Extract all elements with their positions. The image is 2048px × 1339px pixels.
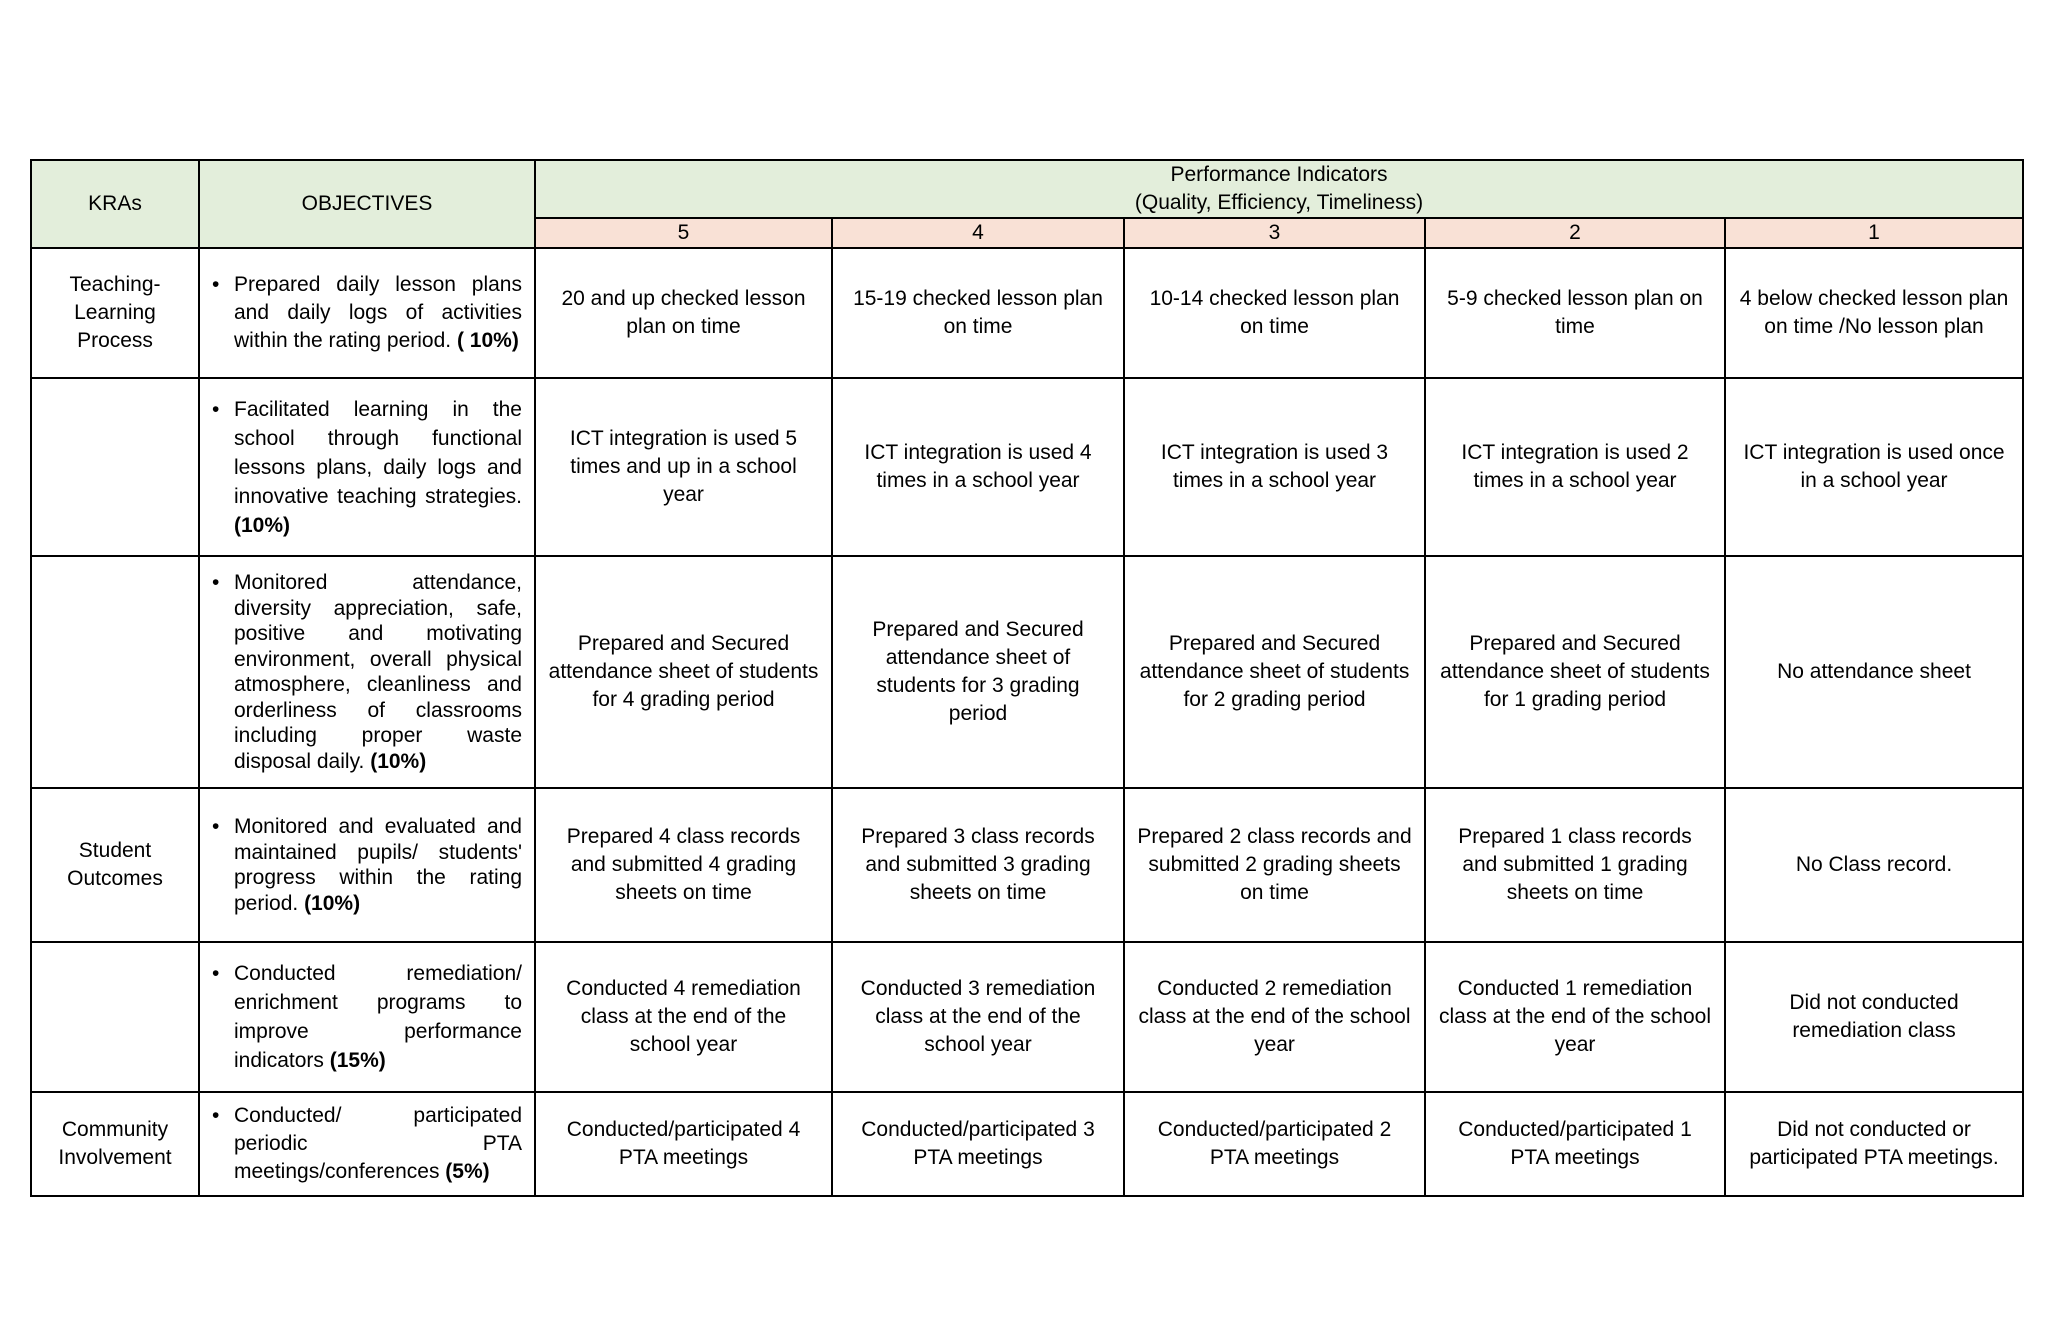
indicators-subtitle: (Quality, Efficiency, Timeliness) <box>1134 191 1424 214</box>
indicator-cell-1: Did not conducted remediation class <box>1725 942 2023 1092</box>
objective-cell <box>199 1092 535 1196</box>
indicator-cell-5: Conducted/participated 4 PTA meetings <box>535 1092 832 1196</box>
objective-weight: (10%) <box>234 513 291 537</box>
indicator-cell-5: Prepared 4 class records and submitted 4 grading sheets on time <box>535 788 832 942</box>
indicator-cell-2: ICT integration is used 2 times in a school year <box>1425 378 1725 556</box>
objective-weight: (15%) <box>329 1049 386 1072</box>
indicator-cell-3: ICT integration is used 3 times in a school year <box>1124 378 1425 556</box>
kra-cell: Teaching-Learning Process <box>31 248 199 378</box>
indicator-cell-5: Prepared and Secured attendance sheet of students for 4 grading period <box>535 556 832 788</box>
indicator-cell-4: Conducted 3 remediation class at the end of the school year <box>832 942 1124 1092</box>
indicator-cell-3: Prepared 2 class records and submitted 2 grading sheets on time <box>1124 788 1425 942</box>
indicator-cell-2: Prepared and Secured attendance sheet of students for 1 grading period <box>1425 556 1725 788</box>
table-row <box>31 556 2023 788</box>
indicator-cell-2: Conducted 1 remediation class at the end of the school year <box>1425 942 1725 1092</box>
indicator-cell-4: Prepared 3 class records and submitted 3 grading sheets on time <box>832 788 1124 942</box>
scale-1: 1 <box>1725 218 2023 248</box>
indicator-cell-1: No Class record. <box>1725 788 2023 942</box>
bullet-icon: • <box>212 571 220 594</box>
kra-cell: Community Involvement <box>31 1092 199 1196</box>
indicator-cell-4: Conducted/participated 3 PTA meetings <box>832 1092 1124 1196</box>
table-row <box>31 378 2023 556</box>
kra-cell <box>31 378 199 556</box>
indicator-cell-2: 5-9 checked lesson plan on time <box>1425 248 1725 378</box>
indicator-cell-1: No attendance sheet <box>1725 556 2023 788</box>
indicator-cell-2: Conducted/participated 1 PTA meetings <box>1425 1092 1725 1196</box>
table-row <box>31 788 2023 942</box>
bullet-icon: • <box>212 397 220 421</box>
scale-4: 4 <box>832 218 1124 248</box>
indicator-cell-4: ICT integration is used 4 times in a school year <box>832 378 1124 556</box>
table-row <box>31 1092 2023 1196</box>
indicators-title: Performance Indicators <box>1170 163 1388 186</box>
objective-cell <box>199 378 535 556</box>
objective-text: Monitored and evaluated and maintained pupils/ students' progress within the rating period. <box>234 815 522 915</box>
header-objectives: OBJECTIVES <box>199 160 535 248</box>
indicator-cell-1: Did not conducted or participated PTA meetings. <box>1725 1092 2023 1196</box>
header-performance-indicators <box>535 160 2023 218</box>
indicator-cell-2: Prepared 1 class records and submitted 1 grading sheets on time <box>1425 788 1725 942</box>
performance-rubric-table <box>30 159 2024 1197</box>
objective-cell <box>199 556 535 788</box>
kra-cell: Student Outcomes <box>31 788 199 942</box>
indicator-cell-3: 10-14 checked lesson plan on time <box>1124 248 1425 378</box>
objective-text: Conducted/ participated periodic PTA meetings/conferences <box>234 1104 522 1183</box>
indicator-cell-4: 15-19 checked lesson plan on time <box>832 248 1124 378</box>
objective-cell <box>199 248 535 378</box>
indicator-cell-3: Conducted 2 remediation class at the end of the school year <box>1124 942 1425 1092</box>
indicator-cell-1: ICT integration is used once in a school year <box>1725 378 2023 556</box>
objective-text: Facilitated learning in the school through functional lessons plans, daily logs and innovative teaching strategies. <box>234 397 522 508</box>
objective-text: Conducted remediation/ enrichment programs to improve performance indicators <box>234 962 522 1072</box>
objective-cell <box>199 942 535 1092</box>
objective-weight: ( 10%) <box>456 329 519 352</box>
bullet-icon: • <box>212 962 220 985</box>
indicator-cell-3: Prepared and Secured attendance sheet of students for 2 grading period <box>1124 556 1425 788</box>
bullet-icon: • <box>212 815 220 838</box>
scale-5: 5 <box>535 218 832 248</box>
indicator-cell-5: Conducted 4 remediation class at the end of the school year <box>535 942 832 1092</box>
bullet-icon: • <box>212 1104 220 1127</box>
scale-2: 2 <box>1425 218 1725 248</box>
scale-3: 3 <box>1124 218 1425 248</box>
indicator-cell-5: ICT integration is used 5 times and up in a school year <box>535 378 832 556</box>
indicator-cell-1: 4 below checked lesson plan on time /No lesson plan <box>1725 248 2023 378</box>
table-row <box>31 248 2023 378</box>
indicator-cell-3: Conducted/participated 2 PTA meetings <box>1124 1092 1425 1196</box>
objective-weight: (10%) <box>304 891 361 915</box>
objective-weight: (5%) <box>445 1160 490 1183</box>
bullet-icon: • <box>212 273 220 296</box>
header-kras: KRAs <box>31 160 199 248</box>
objective-text: Prepared daily lesson plans and daily logs of activities within the rating period. <box>234 273 522 352</box>
objective-text: Monitored attendance, diversity appreciation, safe, positive and motivating environment, overall physical atmosphere, cleanliness and orderliness of classrooms including proper waste disposal daily. <box>234 571 522 773</box>
table-row <box>31 942 2023 1092</box>
indicator-cell-5: 20 and up checked lesson plan on time <box>535 248 832 378</box>
kra-cell <box>31 556 199 788</box>
objective-weight: (10%) <box>370 749 427 773</box>
objective-cell <box>199 788 535 942</box>
indicator-cell-4: Prepared and Secured attendance sheet of students for 3 grading period <box>832 556 1124 788</box>
kra-cell <box>31 942 199 1092</box>
